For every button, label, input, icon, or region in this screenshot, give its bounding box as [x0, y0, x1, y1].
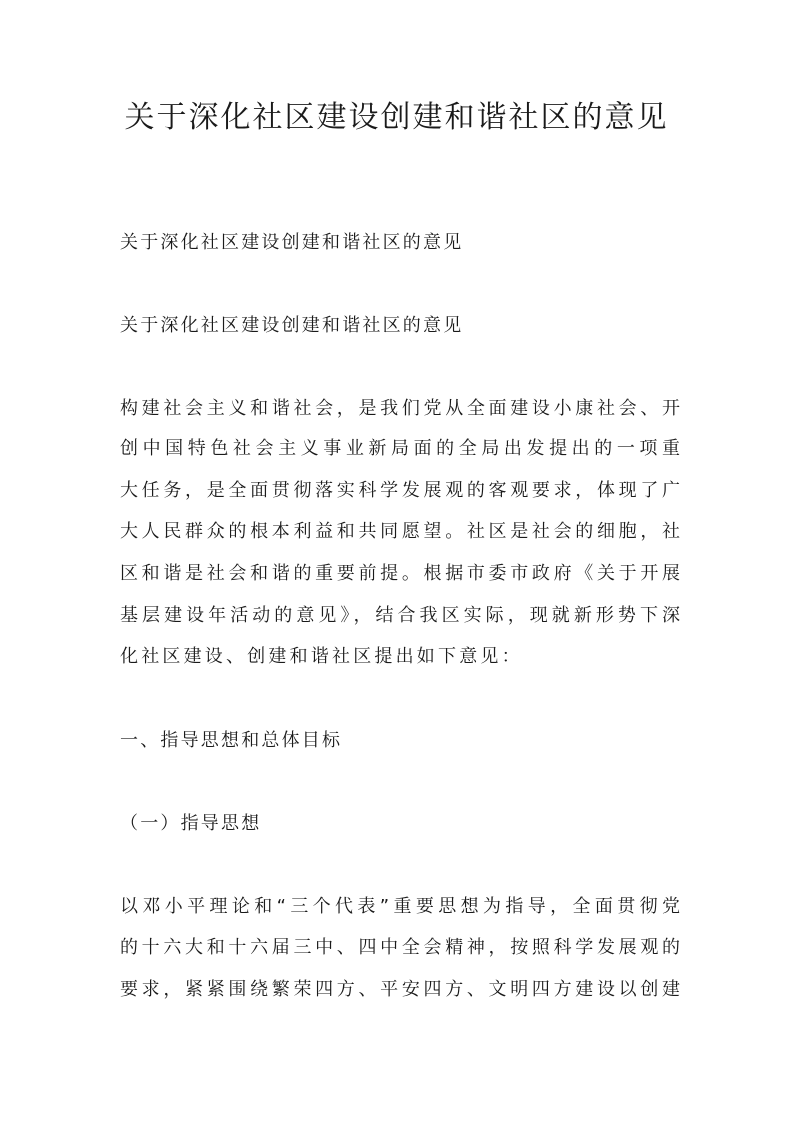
paragraph-line: 化社区建设、创建和谐社区提出如下意见： [120, 646, 523, 667]
paragraph-line: 以邓小平理论和“三个代表”重要思想为指导，全面贯彻党 [120, 896, 680, 917]
subsection-heading: （一）指导思想 [120, 813, 262, 834]
paragraph-line: 大人民群众的根本利益和共同愿望。社区是社会的细胞，社 [120, 521, 680, 542]
paragraph-line: 构建社会主义和谐社会，是我们党从全面建设小康社会、开 [120, 398, 680, 419]
paragraph-line: 的十六大和十六届三中、四中全会精神，按照科学发展观的 [120, 937, 680, 958]
subtitle-line-2: 关于深化社区建设创建和谐社区的意见 [120, 315, 464, 336]
paragraph-line: 要求，紧紧围绕繁荣四方、平安四方、文明四方建设以创建 [120, 979, 680, 1000]
document-title: 关于深化社区建设创建和谐社区的意见 [124, 100, 669, 135]
paragraph-line: 创中国特色社会主义事业新局面的全局出发提出的一项重 [120, 438, 680, 459]
paragraph-line: 大任务，是全面贯彻落实科学发展观的客观要求，体现了广 [120, 480, 680, 501]
subtitle-line-1: 关于深化社区建设创建和谐社区的意见 [120, 232, 464, 253]
paragraph-line: 区和谐是社会和谐的重要前提。根据市委市政府《关于开展 [120, 563, 680, 584]
section-heading: 一、指导思想和总体目标 [120, 730, 343, 751]
paragraph-line: 基层建设年活动的意见》，结合我区实际，现就新形势下深 [120, 605, 680, 626]
